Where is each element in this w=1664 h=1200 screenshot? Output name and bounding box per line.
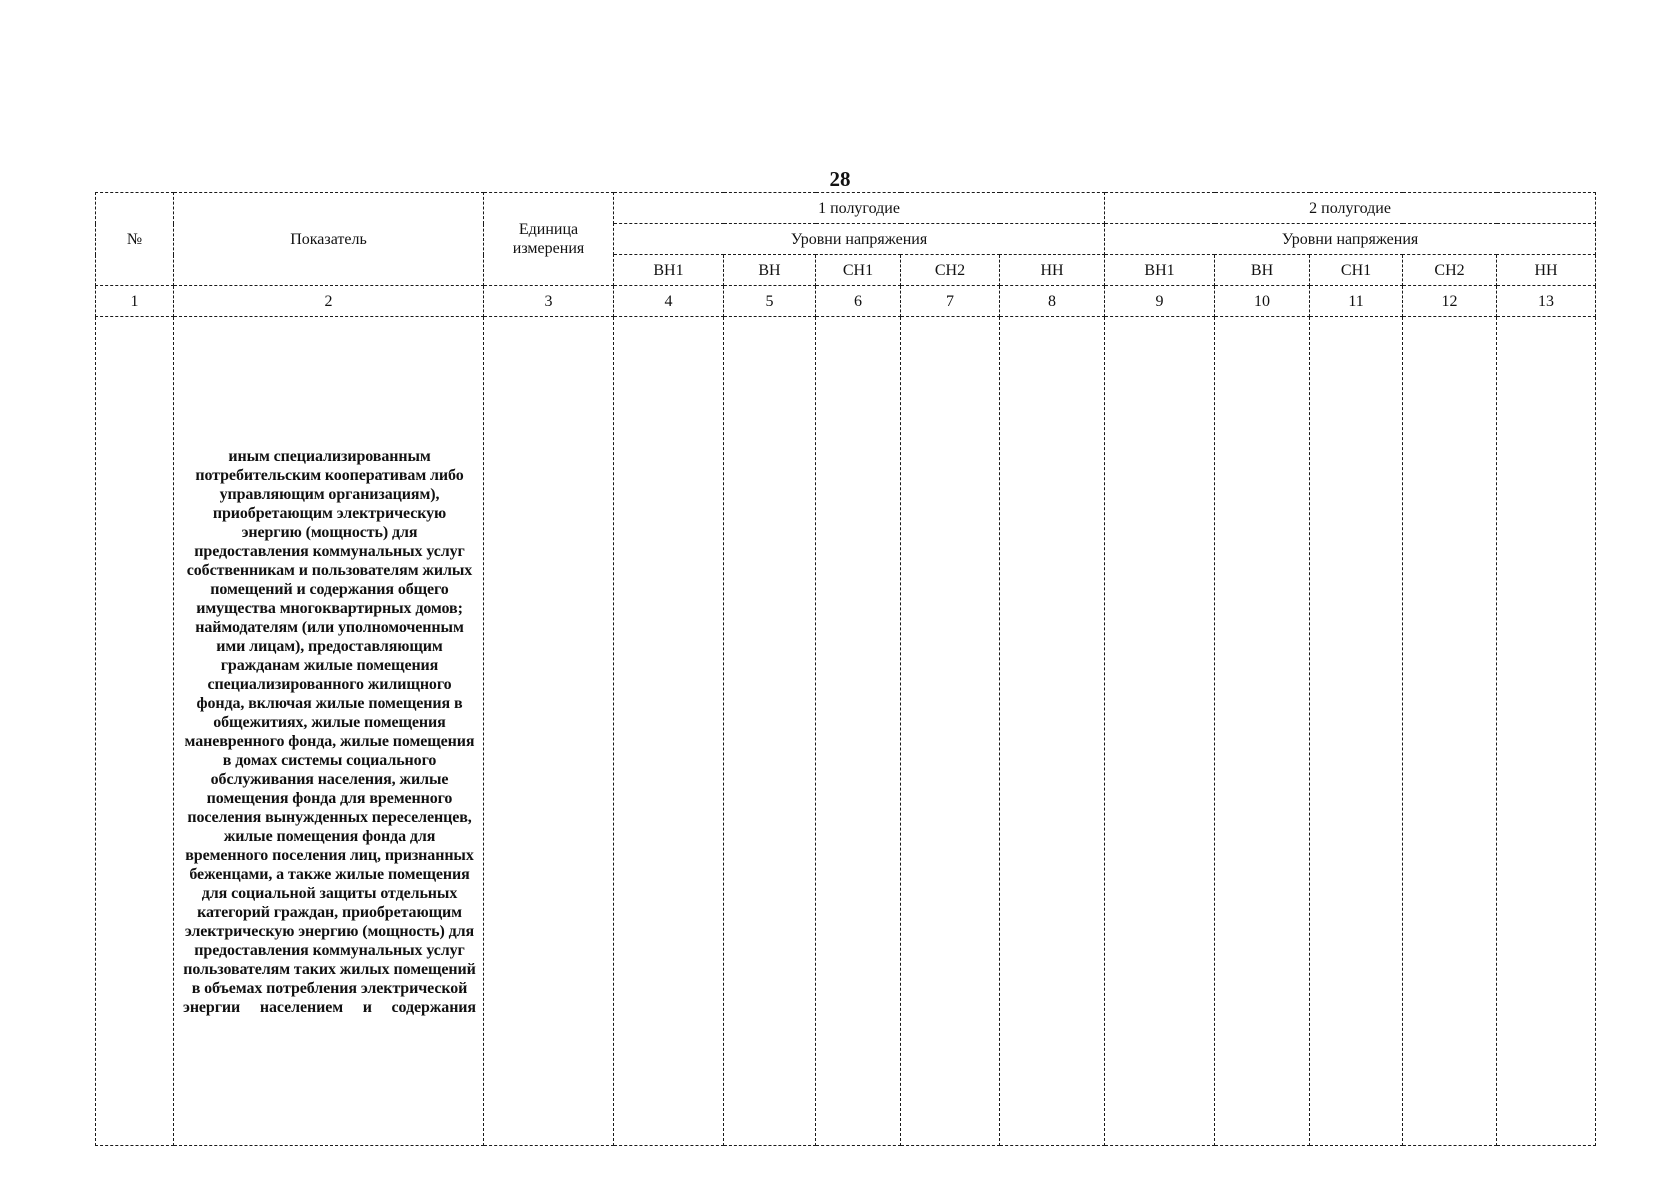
column-number: 1 [96,286,174,317]
level-header-h1-vn1: ВН1 [614,255,724,286]
column-number: 2 [174,286,484,317]
value-cell [1497,317,1596,1146]
col-unit-header-line1: Единица [518,221,579,238]
value-cell [1215,317,1310,1146]
value-cell [816,317,901,1146]
half1-header: 1 полугодие [614,193,1105,224]
column-number: 11 [1310,286,1403,317]
column-number: 9 [1105,286,1215,317]
voltage-levels-header-half2: Уровни напряжения [1105,224,1596,255]
column-number: 12 [1403,286,1497,317]
column-number: 5 [724,286,816,317]
level-header-h2-sn2: СН2 [1403,255,1497,286]
indicator-text-cell: иным специализированным потребительским кооперативам либо управляющим организациям), приобретающим электрическую энергию (мощность) для предоставления коммунальных услуг собственникам и пользователям жилых помещений и содержания общего имущества многоквартирных домов; наймодателям (или уполномоченным ими лицам), предоставляющим гражданам жилые помещения специализированного жилищного фонда, включая жилые помещения в общежитиях, жилые помещения маневренного фонда, жилые помещения в домах системы социального обслуживания населения, жилые помещения фонда для временного поселения вынужденных переселенцев, жилые помещения фонда для временного поселения лиц, признанных беженцами, а также жилые помещения для социальной защиты отдельных категорий граждан, приобретающим электрическую энергию (мощность) для предоставления коммунальных услуг пользователям таких жилых помещений в объемах потребления электрической энергии населением и содержания [174,317,484,1146]
page-number: 28 [829,167,851,191]
column-number: 7 [901,286,1000,317]
column-number: 3 [484,286,614,317]
col-unit-header [484,193,614,286]
level-header-h1-nn: НН [1000,255,1105,286]
half2-header: 2 полугодие [1105,193,1596,224]
col-no-header: № [96,193,174,286]
column-number: 4 [614,286,724,317]
row-number-cell [96,317,174,1146]
level-header-h2-vn: ВН [1215,255,1310,286]
value-cell [1000,317,1105,1146]
value-cell [901,317,1000,1146]
value-cell [614,317,724,1146]
level-header-h1-vn: ВН [724,255,816,286]
level-header-h2-nn: НН [1497,255,1596,286]
column-number: 6 [816,286,901,317]
table-row [96,317,1596,1146]
column-number: 8 [1000,286,1105,317]
column-number-row [96,286,1596,317]
tariff-table [95,192,1596,1146]
level-header-h1-sn2: СН2 [901,255,1000,286]
column-number: 13 [1497,286,1596,317]
header-row-1 [96,193,1596,224]
level-header-h2-sn1: СН1 [1310,255,1403,286]
column-number: 10 [1215,286,1310,317]
voltage-levels-header-half1: Уровни напряжения [614,224,1105,255]
value-cell [1403,317,1497,1146]
level-header-h2-vn1: ВН1 [1105,255,1215,286]
level-header-h1-sn1: СН1 [816,255,901,286]
unit-cell [484,317,614,1146]
value-cell [1105,317,1215,1146]
value-cell [1310,317,1403,1146]
value-cell [724,317,816,1146]
col-unit-header-line2: измерения [512,240,585,257]
col-indicator-header: Показатель [174,193,484,286]
